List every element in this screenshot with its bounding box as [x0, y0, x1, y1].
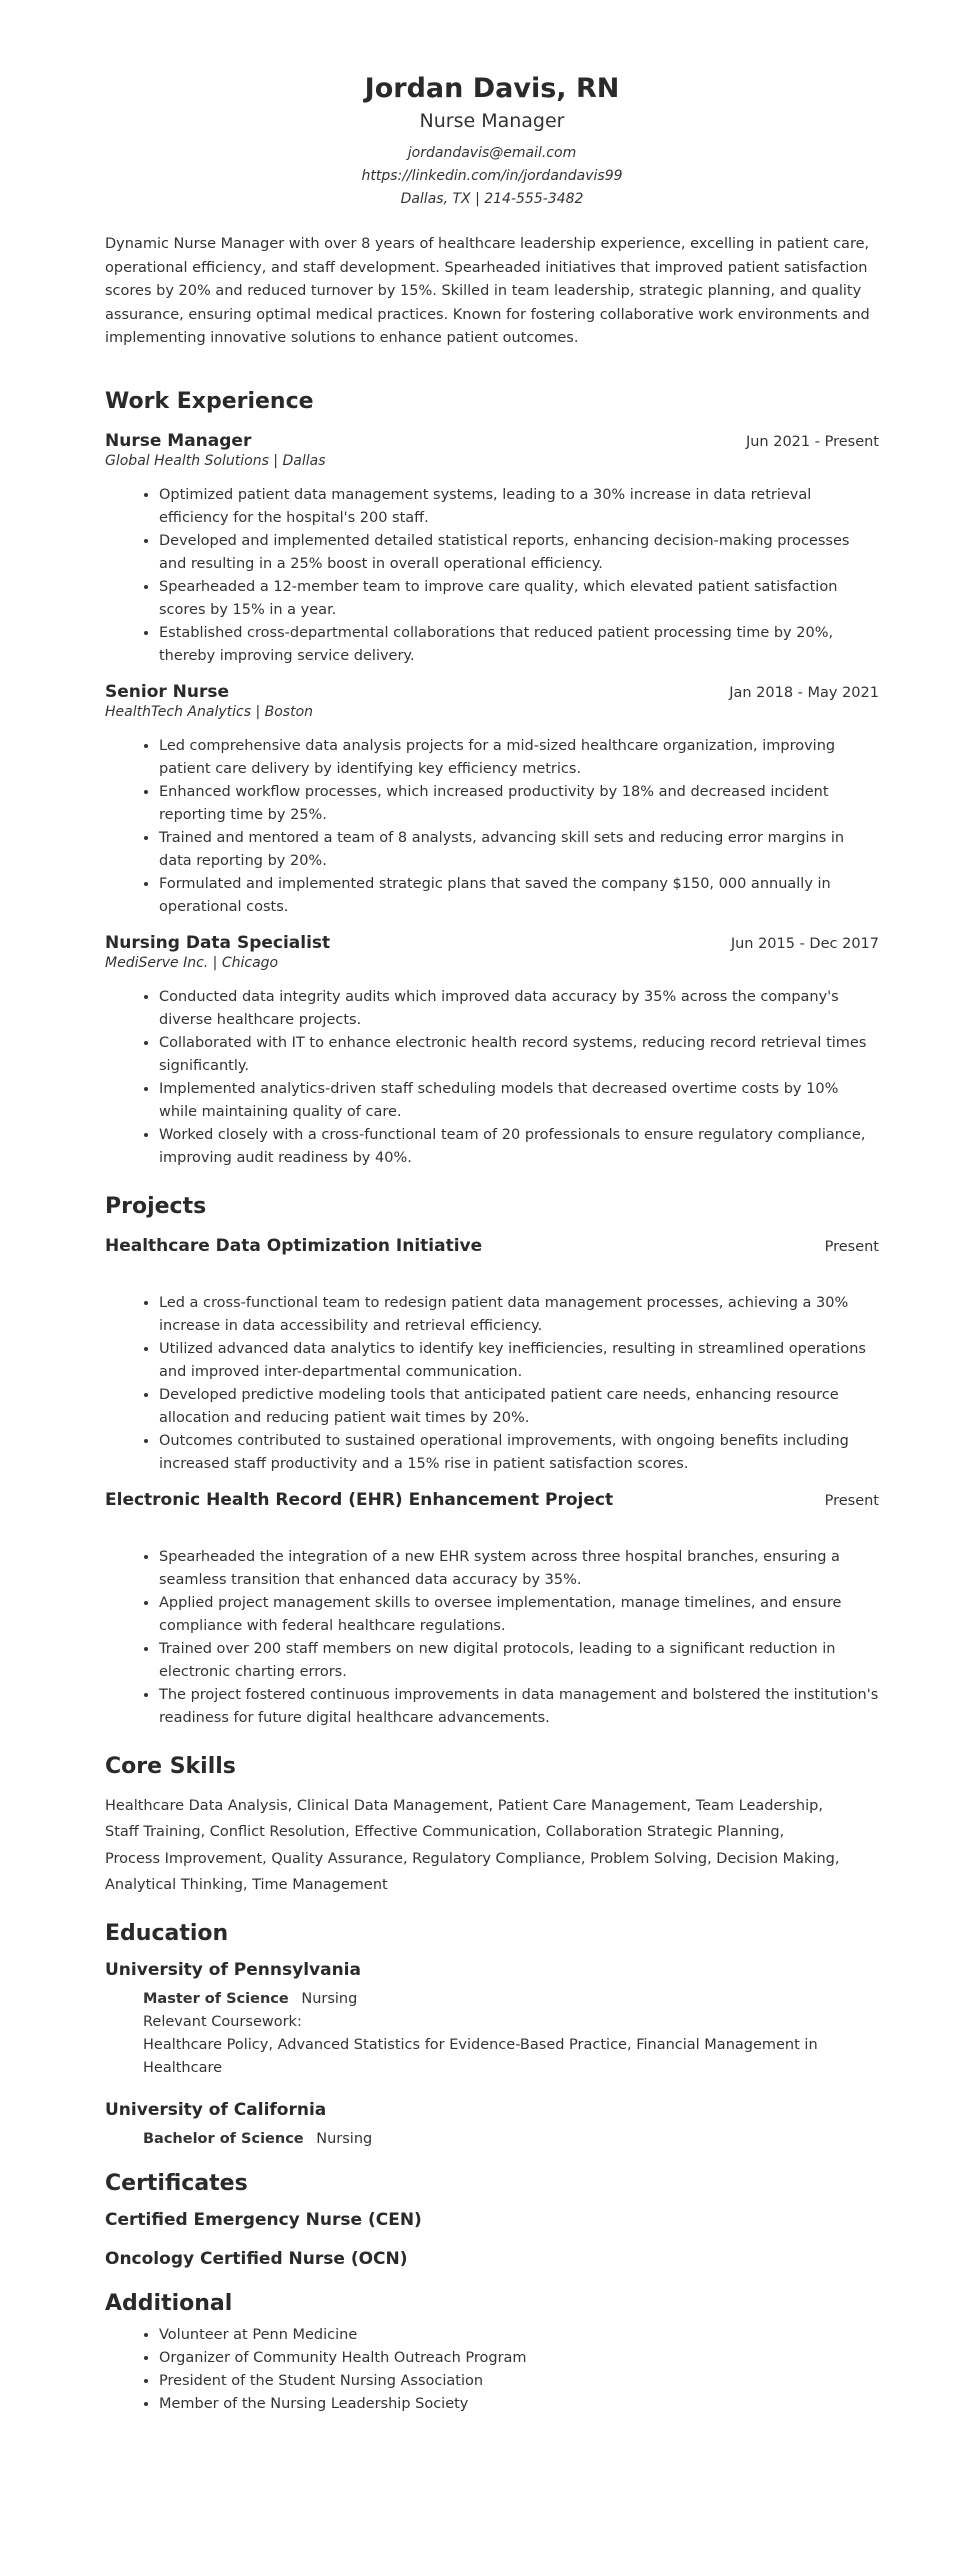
list-item: • Conducted data integrity audits which improved data accuracy by 35% across the company's diverse healthcare projects.	[159, 986, 879, 1032]
list-item: • Spearheaded a 12-member team to improve care quality, which elevated patient satisfaction scores by 15% in a year.	[159, 576, 879, 622]
list-item: • Implemented analytics-driven staff scheduling models that decreased overtime costs by 10% while maintaining quality of care.	[159, 1078, 879, 1124]
summary-paragraph: Dynamic Nurse Manager with over 8 years of healthcare leadership experience, excelling in patient care, operational efficiency, and staff development. Spearheaded initiatives that improved patient satisfaction scores by 20% and reduced turnover by 15%. Skilled in team leadership, strategic planning, and quality assurance, ensuring optimal medical practices. Known for fostering collaborative work environments and implementing innovative solutions to enhance patient outcomes.	[105, 236, 870, 346]
resume-header	[105, 70, 879, 211]
education-section	[105, 1921, 879, 2151]
candidate-title: Nurse Manager	[419, 110, 565, 132]
education-entry	[105, 1960, 879, 2080]
additional-section	[105, 2291, 879, 2416]
school-name: University of California	[105, 2099, 327, 2120]
candidate-name: Jordan Davis, RN	[364, 73, 620, 104]
list-item: • The project fostered continuous improvements in data management and bolstered the institution's readiness for future digital healthcare advancements.	[159, 1684, 879, 1730]
coursework-list: Healthcare Policy, Advanced Statistics for Evidence-Based Practice, Financial Management in Healthcare	[143, 2036, 818, 2076]
list-item: • Utilized advanced data analytics to identify key inefficiencies, resulting in streamlined operations and improved inter-departmental communication.	[159, 1338, 879, 1384]
list-item: • Developed predictive modeling tools that anticipated patient care needs, enhancing resource allocation and reducing patient wait times by 20%.	[159, 1384, 879, 1430]
coursework-label: Relevant Coursework:	[143, 2013, 302, 2030]
project-entry	[105, 1236, 879, 1476]
contact-linkedin: https://linkedin.com/in/jordandavis99	[361, 168, 623, 184]
list-item: • Enhanced workflow processes, which increased productivity by 18% and decreased incident reporting time by 25%.	[159, 781, 879, 827]
projects-section	[105, 1194, 879, 1730]
contact-email: jordandavis@email.com	[407, 145, 577, 161]
section-heading-certificates: Certificates	[105, 2170, 248, 2196]
job-company: Global Health Solutions | Dallas	[105, 452, 326, 469]
list-item: • Worked closely with a cross-functional team of 20 professionals to ensure regulatory compliance, improving audit readiness by 40%.	[159, 1124, 879, 1170]
section-heading-additional: Additional	[105, 2290, 233, 2316]
job-company: HealthTech Analytics | Boston	[105, 703, 314, 720]
project-title: Electronic Health Record (EHR) Enhancement Project	[105, 1489, 614, 1510]
list-item: • Established cross-departmental collaborations that reduced patient processing time by 20%, thereby improving service delivery.	[159, 622, 879, 668]
certificate-item: Certified Emergency Nurse (CEN)	[105, 2209, 422, 2230]
project-entry	[105, 1490, 879, 1730]
list-item: • Trained over 200 staff members on new digital protocols, leading to a significant reduction in electronic charting errors.	[159, 1638, 879, 1684]
job-dates: Jun 2021 - Present	[745, 433, 879, 450]
section-heading-skills: Core Skills	[105, 1753, 236, 1779]
list-item: • Outcomes contributed to sustained operational improvements, with ongoing benefits including increased staff productivity and a 15% rise in patient satisfaction scores.	[159, 1430, 879, 1476]
list-item: • Trained and mentored a team of 8 analysts, advancing skill sets and reducing error margins in data reporting by 20%.	[159, 827, 879, 873]
list-item: • President of the Student Nursing Association	[159, 2370, 879, 2393]
job-entry	[105, 431, 879, 668]
skills-list: Healthcare Data Analysis, Clinical Data Management, Patient Care Management, Team Leadership, Staff Training, Conflict Resolution, Effective Communication, Collaboration Strategic Planning, Process Improvement, Quality Assurance, Regulatory Compliance, Problem Solving, Decision Making, Analytical Thinking, Time Management	[105, 1797, 840, 1893]
job-bullets	[105, 735, 879, 919]
job-bullets	[105, 484, 879, 668]
list-item: • Developed and implemented detailed statistical reports, enhancing decision-making processes and resulting in a 25% boost in overall operational efficiency.	[159, 530, 879, 576]
list-item: • Applied project management skills to oversee implementation, manage timelines, and ensure compliance with federal healthcare regulations.	[159, 1592, 879, 1638]
job-entry	[105, 682, 879, 919]
project-dates: Present	[824, 1238, 879, 1255]
certificate-item: Oncology Certified Nurse (OCN)	[105, 2248, 408, 2269]
list-item: • Spearheaded the integration of a new EHR system across three hospital branches, ensuring a seamless transition that enhanced data accuracy by 35%.	[159, 1546, 879, 1592]
project-bullets	[105, 1292, 879, 1476]
additional-list	[105, 2324, 879, 2416]
job-title: Nurse Manager	[105, 430, 252, 451]
school-name: University of Pennsylvania	[105, 1959, 361, 1980]
degree-name: Bachelor of Science	[143, 2130, 304, 2147]
project-title: Healthcare Data Optimization Initiative	[105, 1235, 483, 1256]
list-item: • Led comprehensive data analysis projects for a mid-sized healthcare organization, improving patient care delivery by identifying key efficiency metrics.	[159, 735, 879, 781]
job-dates: Jan 2018 - May 2021	[729, 684, 879, 701]
list-item: • Volunteer at Penn Medicine	[159, 2324, 879, 2347]
skills-section	[105, 1754, 879, 1899]
job-title: Nursing Data Specialist	[105, 932, 331, 953]
job-bullets	[105, 986, 879, 1170]
education-entry	[105, 2100, 879, 2151]
project-bullets	[105, 1546, 879, 1730]
list-item: • Optimized patient data management systems, leading to a 30% increase in data retrieval efficiency for the hospital's 200 staff.	[159, 484, 879, 530]
job-dates: Jun 2015 - Dec 2017	[730, 935, 879, 952]
work-experience-section	[105, 389, 879, 1170]
list-item: • Collaborated with IT to enhance electronic health record systems, reducing record retrieval times significantly.	[159, 1032, 879, 1078]
degree-name: Master of Science	[143, 1990, 289, 2007]
list-item: • Member of the Nursing Leadership Society	[159, 2393, 879, 2416]
list-item: • Formulated and implemented strategic plans that saved the company $150, 000 annually in operational costs.	[159, 873, 879, 919]
section-heading-work: Work Experience	[105, 388, 314, 414]
job-entry	[105, 933, 879, 1170]
job-title: Senior Nurse	[105, 681, 230, 702]
list-item: • Organizer of Community Health Outreach Program	[159, 2347, 879, 2370]
certificates-section	[105, 2171, 879, 2269]
section-heading-projects: Projects	[105, 1193, 207, 1219]
list-item: • Led a cross-functional team to redesign patient data management processes, achieving a 30% increase in data accessibility and retrieval efficiency.	[159, 1292, 879, 1338]
degree-field: Nursing	[316, 2130, 373, 2147]
project-dates: Present	[824, 1492, 879, 1509]
resume-page	[105, 70, 879, 2416]
section-heading-education: Education	[105, 1920, 229, 1946]
job-company: MediServe Inc. | Chicago	[105, 954, 279, 971]
contact-location-phone: Dallas, TX | 214-555-3482	[400, 191, 584, 207]
degree-field: Nursing	[301, 1990, 358, 2007]
